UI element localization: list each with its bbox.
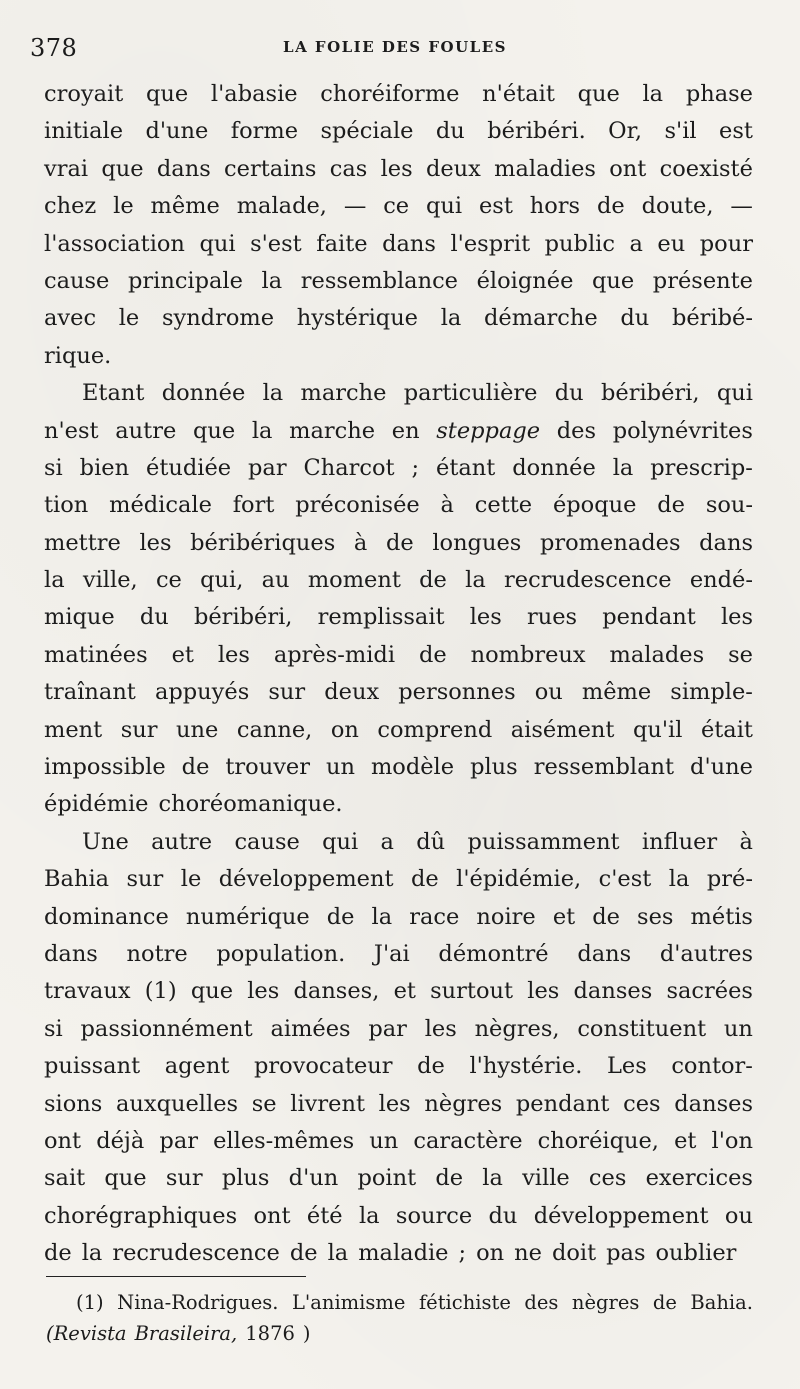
text-line: la ville, ce qui, au moment de la recrudescence endé- xyxy=(44,567,753,594)
text-line: mettre les béribériques à de longues promenades dans xyxy=(44,529,753,556)
text-line: traînant appuyés sur deux personnes ou même simple- xyxy=(44,679,753,706)
paragraph xyxy=(44,375,753,824)
text-line: matinées et les après-midi de nombreux malades se xyxy=(44,641,753,668)
text-line: avec le syndrome hystérique la démarche du béribé- xyxy=(44,305,753,332)
text-line: mique du béribéri, remplissait les rues pendant les xyxy=(44,604,753,631)
text-line: Bahia sur le développement de l'épidémie, c'est la pré- xyxy=(44,866,753,893)
text-line: cause principale la ressemblance éloignée que présente xyxy=(44,267,753,294)
text-line: sait que sur plus d'un point de la ville ces exercices xyxy=(44,1165,753,1192)
text-line: si bien étudiée par Charcot ; étant donnée la prescrip- xyxy=(44,454,753,481)
page-header xyxy=(30,34,760,64)
text-line: impossible de trouver un modèle plus ressemblant d'une xyxy=(44,754,753,781)
paragraph xyxy=(44,824,753,1273)
text-line: épidémie choréomanique. xyxy=(44,791,343,818)
text-line: n'est autre que la marche en steppage des polynévrites xyxy=(44,417,753,444)
text-line: initiale d'une forme spéciale du béribéri. Or, s'il est xyxy=(44,118,753,145)
text-line: Etant donnée la marche particulière du béribéri, qui xyxy=(82,380,753,407)
text-line: chez le même malade, — ce qui est hors de doute, — xyxy=(44,193,753,220)
footnote-line: (Revista Brasileira, 1876 ) xyxy=(46,1322,311,1345)
running-title: LA FOLIE DES FOULES xyxy=(283,38,507,56)
text-line: travaux (1) que les danses, et surtout les danses sacrées xyxy=(44,978,753,1005)
text-line: ont déjà par elles-mêmes un caractère choréique, et l'on xyxy=(44,1127,753,1154)
footnotes xyxy=(46,1287,753,1349)
body-text xyxy=(44,76,753,1273)
text-line: tion médicale fort préconisée à cette époque de sou- xyxy=(44,492,753,519)
text-line: de la recrudescence de la maladie ; on ne doit pas oublier xyxy=(44,1240,737,1267)
text-line: Une autre cause qui a dû puissamment influer à xyxy=(82,828,753,855)
paragraph xyxy=(44,76,753,375)
text-line: rique. xyxy=(44,342,112,369)
text-line: chorégraphiques ont été la source du développement ou xyxy=(44,1202,753,1229)
text-line: l'association qui s'est faite dans l'esprit public a eu pour xyxy=(44,230,753,257)
text-line: dans notre population. J'ai démontré dans d'autres xyxy=(44,940,753,967)
text-line: croyait que l'abasie choréiforme n'était que la phase xyxy=(44,81,753,107)
text-line: sions auxquelles se livrent les nègres pendant ces danses xyxy=(44,1090,753,1117)
footnote-divider xyxy=(46,1276,306,1277)
text-line: vrai que dans certains cas les deux maladies ont coexisté xyxy=(44,155,753,182)
text-line: puissant agent provocateur de l'hystérie. Les contor- xyxy=(44,1053,753,1080)
text-line: dominance numérique de la race noire et de ses métis xyxy=(44,903,753,930)
text-line: ment sur une canne, on comprend aisément qu'il était xyxy=(44,716,753,743)
footnote-line: (1) Nina-Rodrigues. L'animisme fétichiste des nègres de Bahia. xyxy=(76,1291,753,1314)
text-line: si passionnément aimées par les nègres, constituent un xyxy=(44,1015,753,1042)
page-number: 378 xyxy=(30,34,78,62)
